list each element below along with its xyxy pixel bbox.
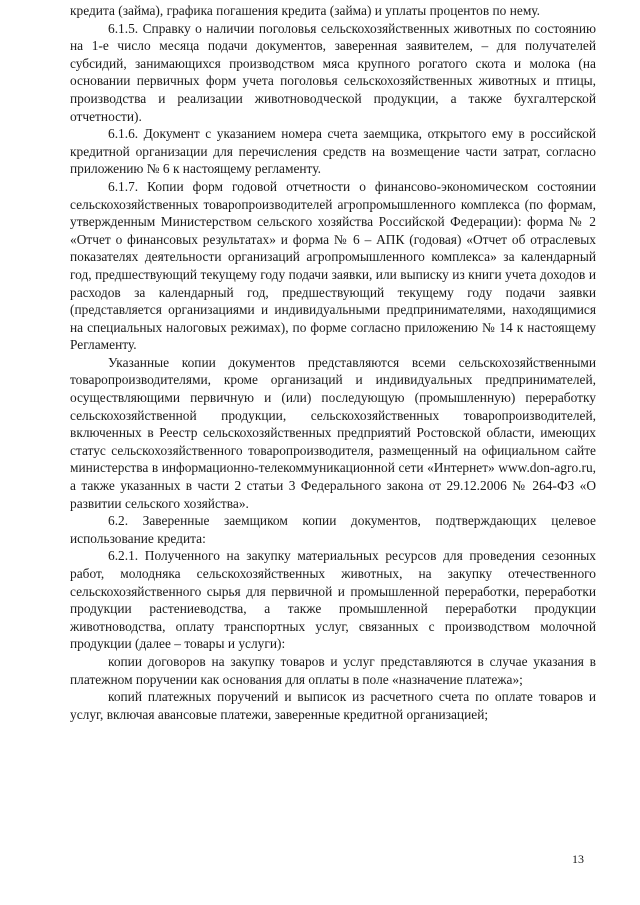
document-page bbox=[70, 2, 596, 723]
paragraph-continuation: кредита (займа), графика погашения кредита (займа) и уплаты процентов по нему. bbox=[70, 3, 541, 18]
page-number: 13 bbox=[572, 852, 584, 866]
paragraph-6-2: 6.2. Заверенные заемщиком копии документов, подтверждающих целевое использование кредита: bbox=[70, 513, 596, 546]
paragraph-6-1-6: 6.1.6. Документ с указанием номера счета заемщика, открытого ему в российской кредитной организации для перечисления средств на возмещение части затрат, согласно приложению № 6 к настоящему регламенту. bbox=[70, 126, 596, 177]
paragraph-contracts: копии договоров на закупку товаров и услуг представляются в случае указания в платежном поручении как основания для оплаты в поле «назначение платежа»; bbox=[70, 653, 596, 687]
paragraph-copies-note: Указанные копии документов представляются всеми сельскохозяйственными товаропроизводителями, кроме организаций и индивидуальных предпринимателей, осуществляющими первичную и (или) последующую (промышленную) переработку сельскохозяйственной продукции, сельскохозяйственных товаропроизводителей, включенных в Реестр сельскохозяйственных предприятий Ростовской области, имеющих статус сельскохозяйственного товаропроизводителя, размещенный на официальном сайте министерства в информационно-телекоммуникационной сети «Интернет» www.don-agro.ru, а также указанных в части 2 статьи 3 Федерального закона от 29.12.2006 № 264-ФЗ «О развитии сельского хозяйства». bbox=[70, 354, 596, 511]
paragraph-payment-orders: копий платежных поручений и выписок из расчетного счета по оплате товаров и услуг, включая авансовые платежи, заверенные кредитной организацией; bbox=[70, 689, 596, 722]
paragraph-6-1-7: 6.1.7. Копии форм годовой отчетности о финансово-экономическом состоянии сельскохозяйственных товаропроизводителей агропромышленного комплекса (по формам, утвержденным Министерством сельского хозяйства Российской Федерации): форма № 2 «Отчет о финансовых результатах» и форма № 6 – АПК (годовая) «Отчет об отраслевых показателях деятельности организаций агропромышленного комплекса» за календарный год, предшествующий текущему году подачи заявки, или выписку из книги учета доходов и расходов за календарный год, предшествующий текущему году подачи заявки (представляется организациями и индивидуальными предпринимателями, находящимися на специальных налоговых режимах), по форме согласно приложению № 14 к настоящему Регламенту. bbox=[70, 178, 596, 353]
paragraph-6-1-5: 6.1.5. Справку о наличии поголовья сельскохозяйственных животных по состоянию на 1-е число месяца подачи документов, заверенная заявителем, – для получателей субсидий, занимающихся производством мяса крупного рогатого скота и молока (на основании первичных форм учета поголовья сельскохозяйственных животных и птицы, производства и реализации животноводческой продукции, а также бухгалтерской отчетности). bbox=[70, 20, 596, 124]
paragraph-6-2-1: 6.2.1. Полученного на закупку материальных ресурсов для проведения сезонных работ, молодняка сельскохозяйственных животных, на закупку отечественного сельскохозяйственного сырья для первичной и промышленной переработки, переработки продукции растениеводства, а также промышленной переработки продукции животноводства, оплату транспортных услуг, связанных с производством молочной продукции (далее – товары и услуги): bbox=[70, 548, 596, 652]
